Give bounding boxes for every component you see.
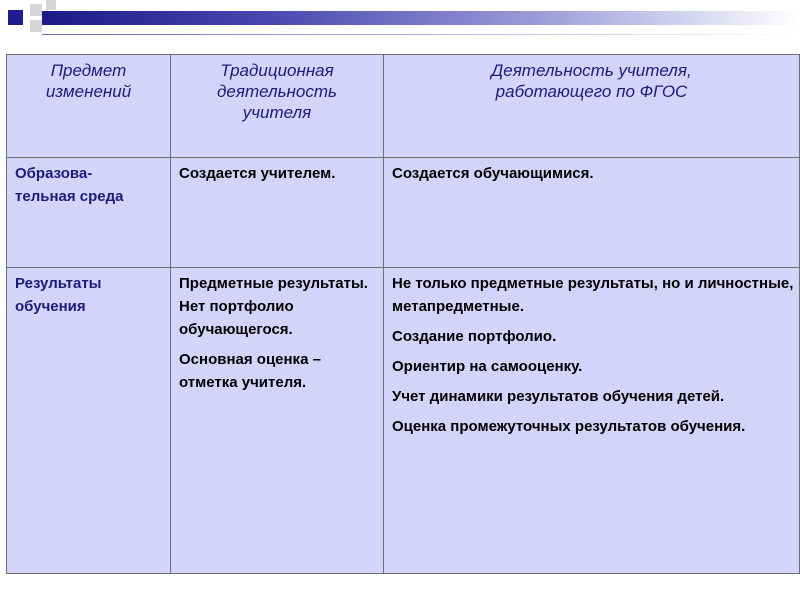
cell-text: Создается обучающимися. xyxy=(392,165,594,182)
table-header-row xyxy=(7,55,800,158)
label-line: Образова- xyxy=(15,165,93,182)
header-decoration xyxy=(0,0,80,50)
header-subject xyxy=(7,55,171,158)
label-line: тельная среда xyxy=(15,188,124,205)
cell-text: Оценка промежуточных результатов обучения. xyxy=(392,418,746,435)
cell-traditional-environment xyxy=(171,158,384,268)
header-traditional xyxy=(171,55,384,158)
cell-text: Ориентир на самооценку. xyxy=(392,358,583,375)
square-light-icon xyxy=(30,4,42,16)
cell-text: Не только предметные результаты, но и личностные, метапредметные. xyxy=(392,275,794,315)
header-line: изменений xyxy=(45,82,132,101)
label-line: Результаты xyxy=(15,275,102,292)
row-label-results xyxy=(7,268,171,574)
comparison-table-container xyxy=(6,54,800,574)
header-line: Традиционная xyxy=(220,61,334,80)
header-line: Деятельность учителя, xyxy=(491,61,692,80)
cell-traditional-results xyxy=(171,268,384,574)
header-divider xyxy=(42,34,800,35)
header-fgos xyxy=(384,55,800,158)
cell-fgos-results xyxy=(384,268,800,574)
table-row-results xyxy=(7,268,800,574)
header-line: учителя xyxy=(242,103,312,122)
cell-text: Создается учителем. xyxy=(179,165,336,182)
cell-fgos-environment xyxy=(384,158,800,268)
square-light-icon xyxy=(30,20,42,32)
square-dark-icon xyxy=(8,10,23,25)
comparison-table xyxy=(6,54,800,574)
header-line: Предмет xyxy=(50,61,127,80)
row-label-environment xyxy=(7,158,171,268)
header-line: работающего по ФГОС xyxy=(495,82,688,101)
cell-text: Создание портфолио. xyxy=(392,328,557,345)
cell-text: Учет динамики результатов обучения детей. xyxy=(392,388,725,405)
cell-text: Основная оценка – отметка учителя. xyxy=(179,351,321,391)
square-light-icon xyxy=(46,0,56,10)
header-gradient-bar xyxy=(42,11,800,25)
cell-text: Предметные результаты. Нет портфолио обучающегося. xyxy=(179,275,368,338)
table-row-environment xyxy=(7,158,800,268)
label-line: обучения xyxy=(15,298,86,315)
header-line: деятельность xyxy=(217,82,337,101)
